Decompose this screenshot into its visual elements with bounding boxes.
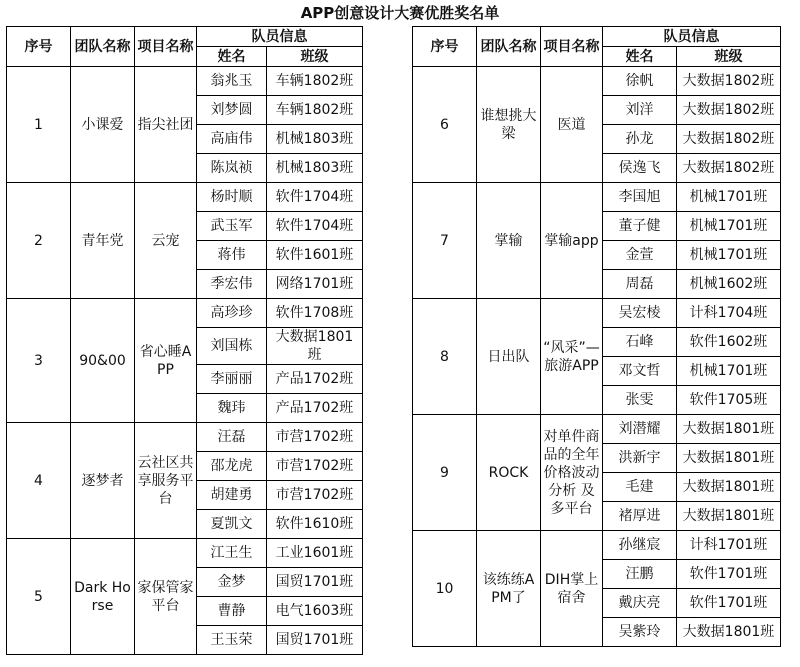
member-class: 网络1701班 — [267, 270, 363, 299]
member-class: 软件1708班 — [267, 299, 363, 328]
header-team-name: 团队名称 — [71, 27, 135, 67]
member-name: 季宏伟 — [197, 270, 267, 299]
header-index: 序号 — [413, 27, 477, 67]
project-name: 掌输app — [541, 183, 603, 299]
member-class: 软件1610班 — [267, 510, 363, 539]
member-name: 陈岚祯 — [197, 154, 267, 183]
team-name: 小课爱 — [71, 67, 135, 183]
member-class: 产品1702班 — [267, 394, 363, 423]
header-members: 队员信息 — [197, 27, 363, 47]
member-name: 侯逸飞 — [603, 154, 677, 183]
member-class: 计科1704班 — [677, 299, 781, 328]
winners-table-left — [6, 26, 363, 655]
member-name: 武玉军 — [197, 212, 267, 241]
member-name: 刘梦圆 — [197, 96, 267, 125]
member-name: 魏玮 — [197, 394, 267, 423]
header-row — [7, 27, 363, 47]
team-name: 逐梦者 — [71, 423, 135, 539]
header-project-name: 项目名称 — [541, 27, 603, 67]
header-class: 班级 — [267, 47, 363, 67]
member-class: 软件1704班 — [267, 212, 363, 241]
table-row — [7, 299, 363, 328]
member-class: 大数据1801班 — [677, 415, 781, 444]
team-index: 5 — [7, 539, 71, 655]
member-name: 蒋伟 — [197, 241, 267, 270]
header-class: 班级 — [677, 47, 781, 67]
team-name: Dark Horse — [71, 539, 135, 655]
header-name: 姓名 — [197, 47, 267, 67]
member-name: 江王生 — [197, 539, 267, 568]
project-name: 家保管家平台 — [135, 539, 197, 655]
team-name: 青年党 — [71, 183, 135, 299]
member-name: 张雯 — [603, 386, 677, 415]
member-name: 胡建勇 — [197, 481, 267, 510]
member-name: 褚厚进 — [603, 502, 677, 531]
header-team-name: 团队名称 — [477, 27, 541, 67]
member-class: 机械1701班 — [677, 241, 781, 270]
team-index: 8 — [413, 299, 477, 415]
member-name: 毛建 — [603, 473, 677, 502]
table-row — [7, 423, 363, 452]
member-class: 软件1704班 — [267, 183, 363, 212]
member-class: 大数据1802班 — [677, 154, 781, 183]
member-name: 金梦 — [197, 568, 267, 597]
member-name: 金萱 — [603, 241, 677, 270]
member-class: 机械1803班 — [267, 125, 363, 154]
team-index: 6 — [413, 67, 477, 183]
member-class: 计科1701班 — [677, 531, 781, 560]
member-class: 国贸1701班 — [267, 568, 363, 597]
member-name: 孙龙 — [603, 125, 677, 154]
header-members: 队员信息 — [603, 27, 781, 47]
member-name: 王玉荣 — [197, 626, 267, 655]
member-class: 车辆1802班 — [267, 67, 363, 96]
team-name: 谁想挑大梁 — [477, 67, 541, 183]
team-index: 10 — [413, 531, 477, 647]
member-name: 刘潜耀 — [603, 415, 677, 444]
member-class: 大数据1802班 — [677, 67, 781, 96]
project-name: 对单件商品的全年价格波动分析 及多平台 — [541, 415, 603, 531]
table-row — [413, 183, 781, 212]
member-name: 周磊 — [603, 270, 677, 299]
member-class: 机械1701班 — [677, 357, 781, 386]
member-name: 高珍珍 — [197, 299, 267, 328]
team-index: 3 — [7, 299, 71, 423]
table-row — [7, 67, 363, 96]
header-name: 姓名 — [603, 47, 677, 67]
member-name: 吴紫玲 — [603, 618, 677, 647]
team-name: 掌输 — [477, 183, 541, 299]
team-index: 2 — [7, 183, 71, 299]
member-name: 曹静 — [197, 597, 267, 626]
member-name: 戴庆亮 — [603, 589, 677, 618]
member-name: 汪鹏 — [603, 560, 677, 589]
member-class: 工业1601班 — [267, 539, 363, 568]
member-class: 大数据1802班 — [677, 125, 781, 154]
member-name: 李丽丽 — [197, 365, 267, 394]
team-index: 4 — [7, 423, 71, 539]
project-name: 云社区共享服务平台 — [135, 423, 197, 539]
member-class: 大数据1801班 — [677, 444, 781, 473]
header-row — [413, 27, 781, 47]
team-index: 9 — [413, 415, 477, 531]
member-class: 市营1702班 — [267, 423, 363, 452]
member-class: 软件1601班 — [267, 241, 363, 270]
team-name: 该练练APM了 — [477, 531, 541, 647]
member-class: 软件1602班 — [677, 328, 781, 357]
member-class: 市营1702班 — [267, 452, 363, 481]
header-project-name: 项目名称 — [135, 27, 197, 67]
member-name: 石峰 — [603, 328, 677, 357]
table-row — [413, 299, 781, 328]
page-title: APP创意设计大赛优胜奖名单 — [300, 4, 500, 22]
member-name: 夏凯文 — [197, 510, 267, 539]
member-name: 孙继宸 — [603, 531, 677, 560]
team-index: 7 — [413, 183, 477, 299]
table-row — [413, 415, 781, 444]
member-class: 机械1602班 — [677, 270, 781, 299]
member-name: 翁兆玉 — [197, 67, 267, 96]
table-row — [7, 539, 363, 568]
member-class: 大数据1801班 — [677, 473, 781, 502]
project-name: 云宠 — [135, 183, 197, 299]
project-name: “风采”—旅游APP — [541, 299, 603, 415]
member-class: 车辆1802班 — [267, 96, 363, 125]
table-row — [413, 531, 781, 560]
member-class: 大数据1801班 — [677, 502, 781, 531]
member-class: 大数据1802班 — [677, 96, 781, 125]
member-class: 机械1701班 — [677, 212, 781, 241]
winners-table-right — [412, 26, 781, 647]
member-name: 汪磊 — [197, 423, 267, 452]
member-class: 机械1803班 — [267, 154, 363, 183]
member-class: 软件1705班 — [677, 386, 781, 415]
team-name: 90&00 — [71, 299, 135, 423]
member-name: 徐帆 — [603, 67, 677, 96]
project-name: DIH掌上宿舍 — [541, 531, 603, 647]
member-class: 市营1702班 — [267, 481, 363, 510]
member-class: 产品1702班 — [267, 365, 363, 394]
team-index: 1 — [7, 67, 71, 183]
table-row — [7, 183, 363, 212]
team-name: ROCK — [477, 415, 541, 531]
member-name: 刘洋 — [603, 96, 677, 125]
project-name: 指尖社团 — [135, 67, 197, 183]
member-name: 洪新宇 — [603, 444, 677, 473]
table-row — [413, 67, 781, 96]
member-name: 李国旭 — [603, 183, 677, 212]
team-name: 日出队 — [477, 299, 541, 415]
member-class: 软件1701班 — [677, 589, 781, 618]
member-name: 董子健 — [603, 212, 677, 241]
header-index: 序号 — [7, 27, 71, 67]
project-name: 省心睡APP — [135, 299, 197, 423]
member-name: 邵龙虎 — [197, 452, 267, 481]
member-name: 刘国栋 — [197, 328, 267, 365]
member-name: 邓文哲 — [603, 357, 677, 386]
member-class: 大数据1801班 — [677, 618, 781, 647]
member-name: 吴宏棱 — [603, 299, 677, 328]
member-class: 电气1603班 — [267, 597, 363, 626]
member-class: 国贸1701班 — [267, 626, 363, 655]
member-class: 软件1701班 — [677, 560, 781, 589]
member-class: 机械1701班 — [677, 183, 781, 212]
project-name: 医道 — [541, 67, 603, 183]
member-name: 杨时顺 — [197, 183, 267, 212]
member-class: 大数据1801班 — [267, 328, 363, 365]
member-name: 高庙伟 — [197, 125, 267, 154]
